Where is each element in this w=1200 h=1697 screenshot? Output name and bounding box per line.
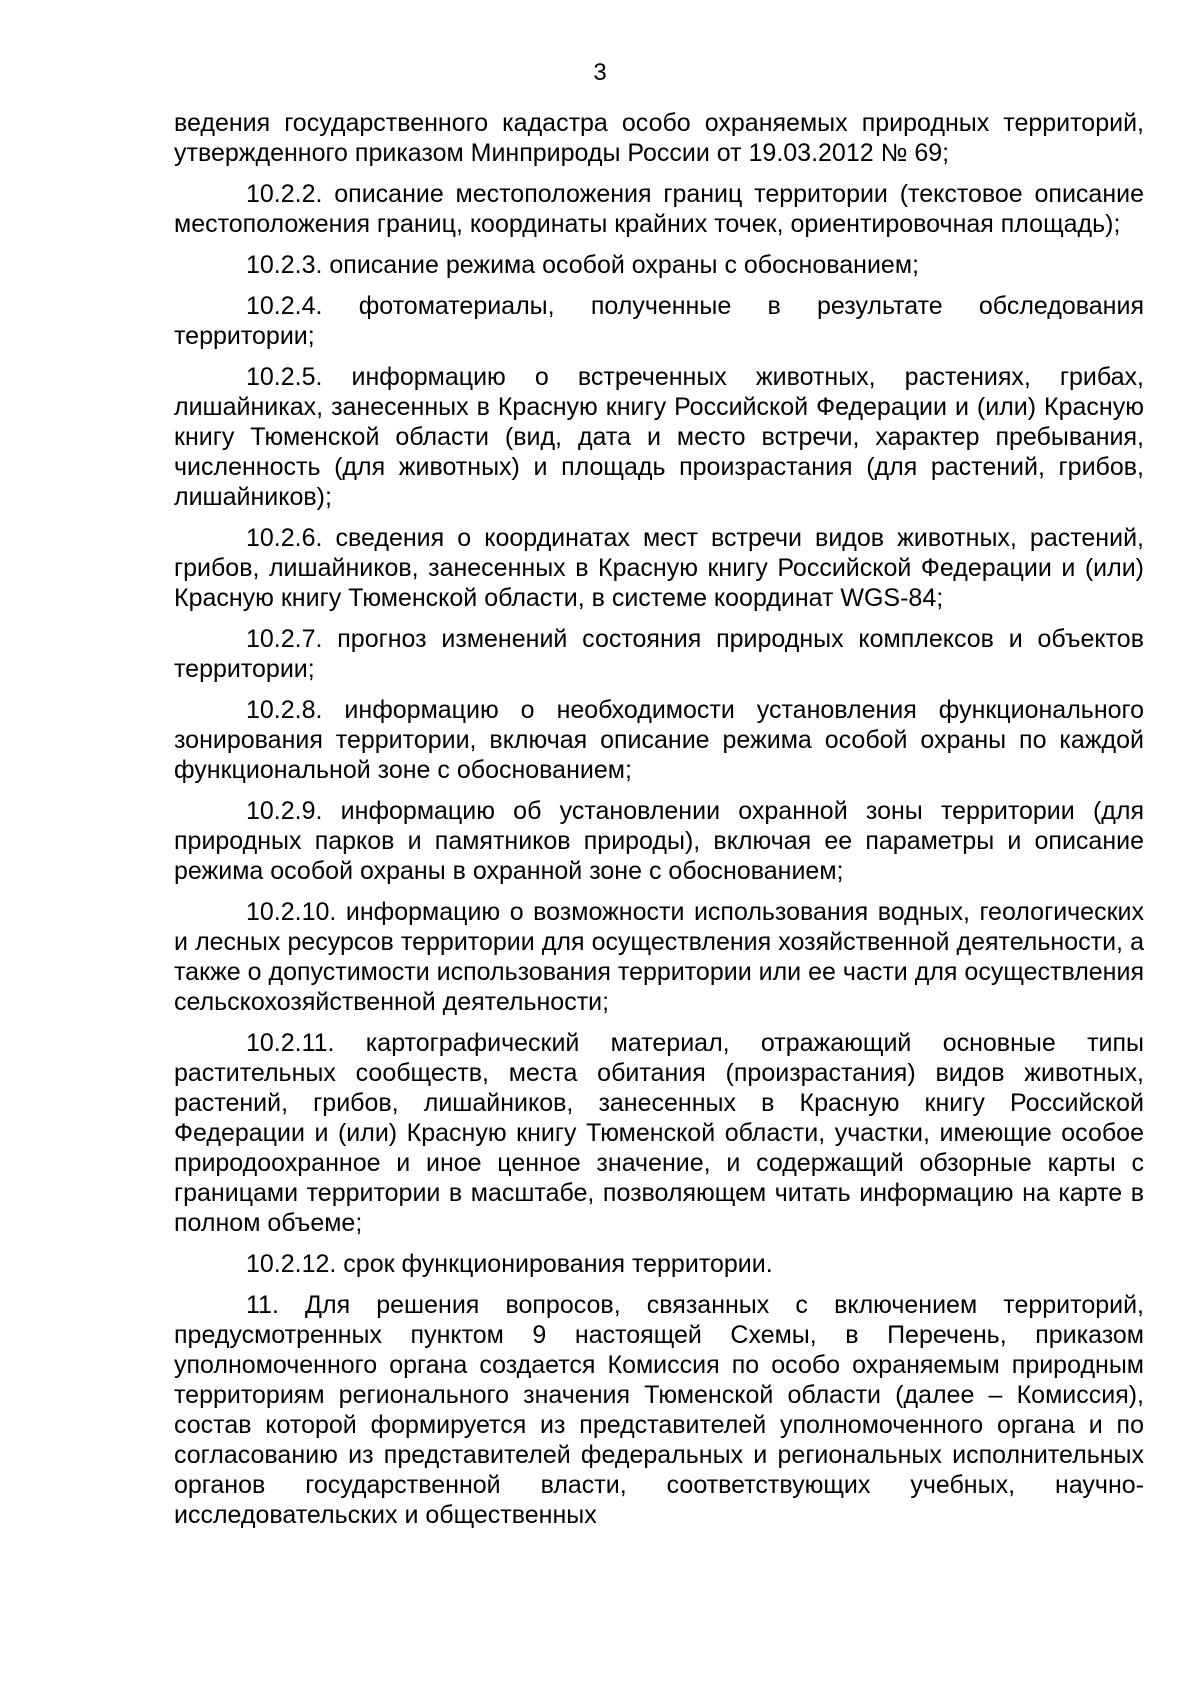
- paragraph-10-2-12: 10.2.12. срок функционирования территории.: [246, 1250, 773, 1278]
- page-number: 3: [593, 59, 607, 86]
- paragraph-10-2-3: 10.2.3. описание режима особой охраны с обоснованием;: [246, 251, 919, 279]
- paragraph-10-2-9: 10.2.9. информацию об установлении охранной зоны территории (для природных парков и памятников природы), включая ее параметры и описание режима особой охраны в охранной зоне с обоснованием;: [174, 797, 1144, 885]
- paragraph-10-2-6: 10.2.6. сведения о координатах мест встречи видов животных, растений, грибов, лишайников, занесенных в Красную книгу Российской Федерации и (или) Красную книгу Тюменской области, в системе координат WGS-84;: [174, 524, 1144, 612]
- paragraph-10-2-7: 10.2.7. прогноз изменений состояния природных комплексов и объектов территории;: [174, 625, 1144, 683]
- paragraph-10-2-8: 10.2.8. информацию о необходимости установления функционального зонирования территории, включая описание режима особой охраны по каждой функциональной зоне с обоснованием;: [174, 696, 1144, 784]
- paragraph-10-2-5: 10.2.5. информацию о встреченных животных, растениях, грибах, лишайниках, занесенных в Красную книгу Российской Федерации и (или) Красную книгу Тюменской области (вид, дата и место встречи, характер пребывания, численность (для животных) и площадь произрастания (для растений, грибов, лишайников);: [174, 363, 1144, 511]
- paragraph-continuation: ведения государственного кадастра особо охраняемых природных территорий, утвержденного приказом Минприроды России от 19.03.2012 № 69;: [174, 109, 1144, 167]
- document-body: [174, 108, 1144, 1541]
- paragraph-11: 11. Для решения вопросов, связанных с включением территорий, предусмотренных пунктом 9 настоящей Схемы, в Перечень, приказом уполномоченного органа создается Комиссия по особо охраняемым природным территориям регионального значения Тюменской области (далее – Комиссия), состав которой формируется из представителей уполномоченного органа и по согласованию из представителей федеральных и региональных исполнительных органов государственной власти, соответствующих учебных, научно-исследовательских и общественных: [174, 1291, 1144, 1529]
- paragraph-10-2-2: 10.2.2. описание местоположения границ территории (текстовое описание местоположения границ, координаты крайних точек, ориентировочная площадь);: [174, 180, 1144, 238]
- paragraph-10-2-4: 10.2.4. фотоматериалы, полученные в результате обследования территории;: [174, 292, 1144, 350]
- paragraph-10-2-11: 10.2.11. картографический материал, отражающий основные типы растительных сообществ, места обитания (произрастания) видов животных, растений, грибов, лишайников, занесенных в Красную книгу Российской Федерации и (или) Красную книгу Тюменской области, участки, имеющие особое природоохранное и иное ценное значение, и содержащий обзорные карты с границами территории в масштабе, позволяющем читать информацию на карте в полном объеме;: [174, 1029, 1144, 1237]
- paragraph-10-2-10: 10.2.10. информацию о возможности использования водных, геологических и лесных ресурсов территории для осуществления хозяйственной деятельности, а также о допустимости использования территории или ее части для осуществления сельскохозяйственной деятельности;: [174, 898, 1144, 1016]
